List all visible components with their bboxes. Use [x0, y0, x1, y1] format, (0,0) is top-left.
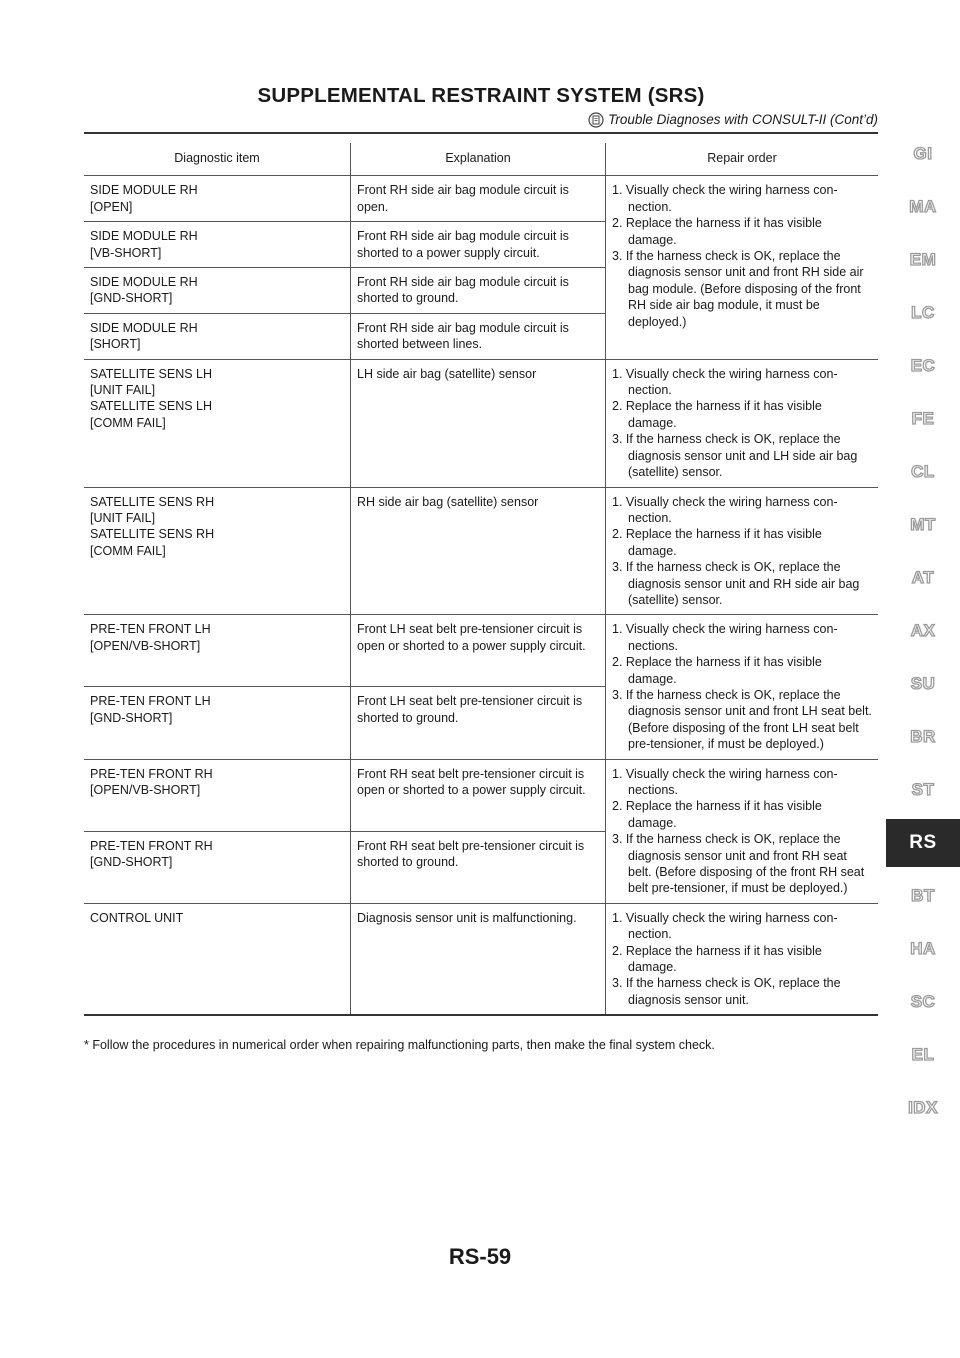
table-row — [84, 487, 878, 615]
repair-step: 3. If the harness check is OK, replace the diagnosis sensor unit and front RH seat belt. (Before disposing of the front RH seat belt pre-tensioner, if must be deployed.) — [612, 832, 865, 896]
diagnostic-item-cell: PRE-TEN FRONT LH [GND-SHORT] — [84, 687, 351, 759]
diagnostic-item-cell: SIDE MODULE RH [OPEN] — [84, 176, 351, 222]
header-rule — [84, 132, 878, 134]
tab-em[interactable]: EM — [909, 250, 937, 269]
repair-step: 2. Replace the harness if it has visible damage. — [612, 655, 822, 686]
repair-steps — [612, 494, 872, 609]
repair-steps — [612, 621, 872, 752]
table-header-row — [84, 143, 878, 176]
page-header — [84, 84, 878, 127]
repair-step: 3. If the harness check is OK, replace the diagnosis sensor unit and RH side air bag (satellite) sensor. — [612, 560, 860, 607]
tab-el[interactable]: EL — [911, 1045, 935, 1064]
tab-ec[interactable]: EC — [910, 356, 936, 375]
repair-step: 1. Visually check the wiring harness con-nection. — [612, 183, 838, 214]
tab-st[interactable]: ST — [911, 780, 935, 799]
diagnostic-item-cell: CONTROL UNIT — [84, 903, 351, 1015]
repair-steps — [612, 910, 872, 1008]
repair-order-cell — [606, 359, 879, 487]
tab-at[interactable]: AT — [911, 568, 935, 587]
repair-order-cell — [606, 176, 879, 359]
diagnostic-item-cell: SATELLITE SENS LH [UNIT FAIL] SATELLITE SENS LH [COMM FAIL] — [84, 359, 351, 487]
table-row — [84, 903, 878, 1015]
document-icon — [588, 112, 604, 131]
repair-steps — [612, 366, 872, 481]
table-row — [84, 759, 878, 831]
repair-step: 3. If the harness check is OK, replace the diagnosis sensor unit and front LH seat belt. (Before disposing of the front LH seat belt pre-tensioner, if must be deployed.) — [612, 687, 872, 752]
column-header-diagnostic-item: Diagnostic item — [84, 143, 351, 176]
explanation-cell: LH side air bag (satellite) sensor — [351, 359, 606, 487]
repair-step: 2. Replace the harness if it has visible damage. — [612, 943, 822, 975]
repair-order-cell — [606, 903, 879, 1015]
repair-step: 1. Visually check the wiring harness con-nection. — [612, 494, 838, 525]
repair-step: 3. If the harness check is OK, replace the diagnosis sensor unit and LH side air bag (satellite) sensor. — [612, 432, 858, 480]
column-header-repair-order: Repair order — [606, 143, 879, 176]
footnote: * Follow the procedures in numerical order when repairing malfunctioning parts, then make the final system check. — [84, 1038, 715, 1052]
diagnostic-item-cell: SIDE MODULE RH [GND-SHORT] — [84, 268, 351, 314]
diagnostic-item-cell: SIDE MODULE RH [SHORT] — [84, 313, 351, 359]
repair-order-cell — [606, 487, 879, 615]
table-row — [84, 615, 878, 687]
diagnostic-item-cell: PRE-TEN FRONT RH [OPEN/VB-SHORT] — [84, 759, 351, 831]
explanation-cell: Front LH seat belt pre-tensioner circuit is shorted to ground. — [351, 687, 606, 759]
tab-ma[interactable]: MA — [909, 197, 937, 216]
repair-step: 2. Replace the harness if it has visible damage. — [612, 799, 822, 830]
repair-step: 3. If the harness check is OK, replace the diagnosis sensor unit and front RH side air bag module. (Before disposing of the front RH side air bag module, it must be deployed.) — [612, 249, 864, 329]
tab-bt[interactable]: BT — [911, 886, 935, 905]
section-subtitle — [588, 112, 878, 131]
explanation-cell: Front RH seat belt pre-tensioner circuit is open or shorted to a power supply circuit. — [351, 759, 606, 831]
repair-order-cell — [606, 615, 879, 759]
tab-sc[interactable]: SC — [910, 992, 936, 1011]
table-row — [84, 176, 878, 222]
tab-fe[interactable]: FE — [911, 409, 935, 428]
diagnosis-table — [84, 143, 878, 1016]
repair-step: 2. Replace the harness if it has visible damage. — [612, 527, 822, 558]
explanation-cell: Front RH side air bag module circuit is shorted to ground. — [351, 268, 606, 314]
repair-step: 3. If the harness check is OK, replace the diagnosis sensor unit. — [612, 976, 841, 1007]
tab-ha[interactable]: HA — [910, 939, 936, 958]
diagnostic-item-cell: PRE-TEN FRONT RH [GND-SHORT] — [84, 831, 351, 903]
repair-order-cell — [606, 759, 879, 903]
repair-step: 1. Visually check the wiring harness con-nections. — [612, 766, 838, 797]
repair-step: 2. Replace the harness if it has visible damage. — [612, 399, 822, 430]
repair-step: 1. Visually check the wiring harness con-nections. — [612, 622, 838, 653]
explanation-cell: RH side air bag (satellite) sensor — [351, 487, 606, 615]
tab-gi[interactable]: GI — [913, 144, 933, 163]
tab-ax[interactable]: AX — [910, 621, 936, 640]
repair-step: 1. Visually check the wiring harness con-nection. — [612, 366, 838, 398]
diagnostic-item-cell: SATELLITE SENS RH [UNIT FAIL] SATELLITE SENS RH [COMM FAIL] — [84, 487, 351, 615]
explanation-cell: Diagnosis sensor unit is malfunctioning. — [351, 903, 606, 1015]
column-header-explanation: Explanation — [351, 143, 606, 176]
repair-step: 1. Visually check the wiring harness con-nection. — [612, 910, 838, 942]
tab-idx[interactable]: IDX — [908, 1098, 938, 1117]
diagnostic-item-cell: SIDE MODULE RH [VB-SHORT] — [84, 222, 351, 268]
explanation-cell: Front RH seat belt pre-tensioner circuit is shorted to ground. — [351, 831, 606, 903]
table-row — [84, 359, 878, 487]
subtitle-text: Trouble Diagnoses with CONSULT-II (Cont’d) — [608, 112, 878, 127]
page-number: RS-59 — [448, 1244, 512, 1269]
repair-steps — [612, 182, 872, 330]
repair-steps — [612, 766, 872, 897]
tab-cl[interactable]: CL — [911, 462, 935, 481]
tab-su[interactable]: SU — [910, 674, 936, 693]
page-title: SUPPLEMENTAL RESTRAINT SYSTEM (SRS) — [257, 84, 705, 107]
tab-mt[interactable]: MT — [910, 515, 936, 534]
tab-rs[interactable]: RS — [886, 819, 960, 867]
tab-br[interactable]: BR — [910, 727, 936, 746]
explanation-cell: Front RH side air bag module circuit is shorted to a power supply circuit. — [351, 222, 606, 268]
explanation-cell: Front LH seat belt pre-tensioner circuit is open or shorted to a power supply circuit. — [351, 615, 606, 687]
explanation-cell: Front RH side air bag module circuit is open. — [351, 176, 606, 222]
tab-lc[interactable]: LC — [911, 303, 935, 322]
repair-step: 2. Replace the harness if it has visible damage. — [612, 216, 822, 247]
explanation-cell: Front RH side air bag module circuit is shorted between lines. — [351, 313, 606, 359]
diagnostic-item-cell: PRE-TEN FRONT LH [OPEN/VB-SHORT] — [84, 615, 351, 687]
